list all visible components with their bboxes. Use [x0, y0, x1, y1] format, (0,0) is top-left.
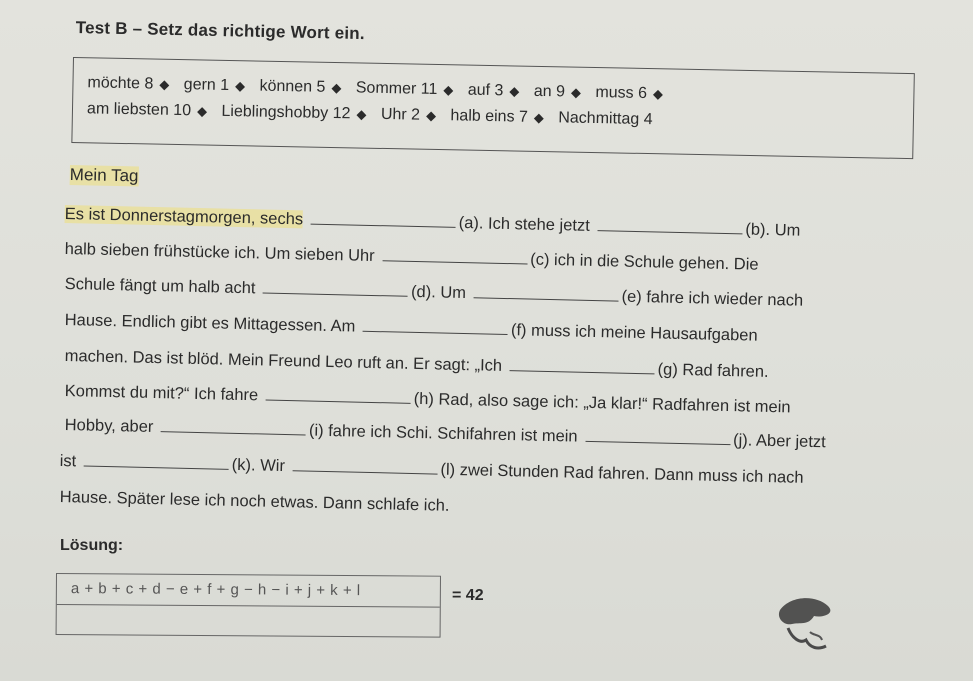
- text-line-7: [65, 414, 826, 453]
- handwritten-doodle-icon: [770, 588, 840, 658]
- diamond-separator-icon: ◆: [159, 76, 170, 92]
- blank-field-b[interactable]: [597, 229, 742, 234]
- text-fragment: (k). Wir: [231, 455, 286, 476]
- word-bank-box: [71, 57, 914, 159]
- blank-field-i[interactable]: [161, 430, 306, 435]
- blank-field-k[interactable]: [84, 465, 229, 470]
- text-fragment: ist: [59, 451, 77, 471]
- blank-field-l[interactable]: [292, 469, 437, 474]
- word-bank-row-2: [87, 100, 659, 129]
- diamond-separator-icon: ◆: [509, 83, 520, 99]
- solution-result: = 42: [452, 587, 484, 604]
- text-line-5: [65, 345, 769, 383]
- diamond-separator-icon: ◆: [533, 109, 545, 126]
- text-fragment: machen. Das ist blöd. Mein Freund Leo ruft an. Er sagt: „Ich: [64, 346, 503, 375]
- solution-formula: a + b + c + d − e + f + g − h − i + j + k + l: [57, 574, 440, 608]
- text-line-2: [65, 238, 759, 276]
- word-bank-item: muss 6: [595, 84, 648, 103]
- text-fragment: (c) ich in die Schule gehen. Die: [530, 250, 759, 274]
- diamond-separator-icon: ◆: [570, 84, 582, 100]
- solution-answer-field[interactable]: [57, 605, 440, 637]
- word-bank-item: können 5: [259, 77, 326, 96]
- diamond-separator-icon: ◆: [356, 106, 367, 122]
- text-fragment: Hobby, aber: [64, 415, 154, 437]
- text-line-1: [65, 203, 801, 242]
- word-bank-row-1: [87, 74, 673, 103]
- word-bank-item: Sommer 11: [355, 79, 438, 98]
- text-fragment: (a). Ich stehe jetzt: [458, 213, 591, 235]
- text-fragment: (h) Rad, also sage ich: „Ja klar!“ Radfahren ist mein: [413, 389, 791, 417]
- diamond-separator-icon: ◆: [331, 79, 342, 96]
- text-line-9: [60, 486, 450, 517]
- text-fragment: Kommst du mit?“ Ich fahre: [64, 381, 259, 405]
- blank-field-h[interactable]: [266, 399, 411, 404]
- diamond-separator-icon: ◆: [234, 78, 246, 94]
- blank-field-f[interactable]: [363, 330, 508, 335]
- blank-field-g[interactable]: [510, 369, 655, 374]
- text-fragment: (j). Aber jetzt: [732, 431, 826, 452]
- blank-field-d[interactable]: [263, 291, 408, 296]
- text-fragment: Es ist Donnerstagmorgen, sechs: [64, 204, 304, 229]
- diamond-separator-icon: ◆: [425, 107, 437, 123]
- text-fragment: (f) muss ich meine Hausaufgaben: [510, 321, 758, 345]
- diamond-separator-icon: ◆: [652, 86, 664, 102]
- blank-field-j[interactable]: [585, 440, 730, 445]
- test-title: Test B – Setz das richtige Wort ein.: [75, 18, 365, 44]
- text-line-4: [65, 309, 758, 347]
- section-heading: Mein Tag: [69, 165, 139, 186]
- text-fragment: (b). Um: [745, 220, 801, 240]
- diamond-separator-icon: ◆: [196, 103, 208, 119]
- word-bank-item: gern 1: [183, 76, 230, 95]
- text-fragment: (l) zwei Stunden Rad fahren. Dann muss ich nach: [440, 460, 804, 487]
- solution-table: [56, 573, 441, 638]
- text-fragment: Hause. Später lese ich noch etwas. Dann schlafe ich.: [59, 487, 450, 515]
- text-fragment: (e) fahre ich wieder nach: [621, 287, 804, 310]
- blank-field-c[interactable]: [382, 259, 527, 264]
- text-fragment: (d). Um: [410, 282, 467, 303]
- blank-field-a[interactable]: [311, 223, 456, 228]
- text-fragment: (g) Rad fahren.: [657, 360, 769, 381]
- diamond-separator-icon: ◆: [443, 82, 454, 98]
- text-line-8: [60, 450, 804, 489]
- text-fragment: (i) fahre ich Schi. Schifahren ist mein: [308, 421, 578, 446]
- text-line-3: [65, 273, 804, 312]
- solution-label: Lösung:: [60, 537, 124, 554]
- word-bank-item: Nachmittag 4: [558, 109, 653, 129]
- word-bank-item: auf 3: [467, 81, 504, 100]
- word-bank-item: möchte 8: [87, 74, 154, 93]
- blank-field-e[interactable]: [474, 296, 619, 301]
- text-line-6: [65, 380, 791, 418]
- text-fragment: Hause. Endlich gibt es Mittagessen. Am: [64, 310, 356, 336]
- word-bank-item: Uhr 2: [380, 105, 421, 124]
- text-fragment: halb sieben frühstücke ich. Um sieben Uhr: [64, 239, 375, 266]
- word-bank-item: an 9: [533, 82, 566, 101]
- word-bank-item: am liebsten 10: [86, 100, 192, 120]
- word-bank-item: halb eins 7: [450, 107, 529, 126]
- text-fragment: Schule fängt um halb acht: [64, 274, 256, 298]
- word-bank-item: Lieblingshobby 12: [221, 102, 351, 123]
